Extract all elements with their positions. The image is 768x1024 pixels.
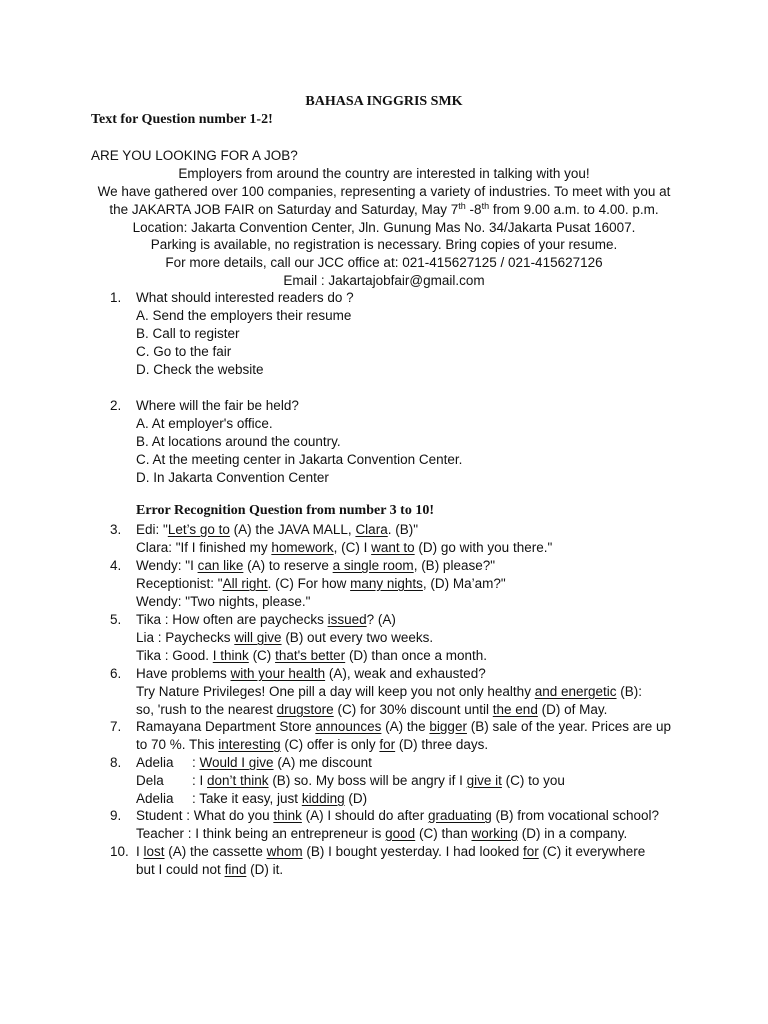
ad-location: Location: Jakarta Convention Center, Jln. Gunung Mas No. 34/Jakarta Pusat 16007. xyxy=(132,219,636,235)
underlined-option: don’t think xyxy=(207,772,269,788)
text-segment: : Take it easy, just xyxy=(192,790,302,806)
underlined-option: bigger xyxy=(429,719,467,734)
question-line xyxy=(136,790,367,808)
ad-line-3-part: -8 xyxy=(465,201,482,217)
underlined-option: Would I give xyxy=(199,755,274,770)
underlined-option: kidding xyxy=(301,790,345,806)
underlined-option: interesting xyxy=(218,736,281,752)
question-number: 5. xyxy=(110,612,122,627)
text-segment: , (D) Ma’am?" xyxy=(422,575,506,591)
ad-heading: ARE YOU LOOKING FOR A JOB? xyxy=(91,148,298,163)
text-segment: (D) it. xyxy=(246,861,284,877)
ad-line-3 xyxy=(0,201,768,219)
text-segment: Receptionist: " xyxy=(136,575,223,591)
text-segment: (B) so. My boss will be angry if I xyxy=(268,772,467,788)
text-segment: (B) I bought yesterday. I had looked xyxy=(302,844,523,859)
question-9 xyxy=(0,807,768,843)
underlined-option: for xyxy=(379,736,396,752)
ad-line-1: Employers from around the country are interested in talking with you! xyxy=(178,165,590,181)
text-segment: (D) go with you there." xyxy=(414,539,553,555)
job-fair-advertisement xyxy=(0,147,768,290)
ad-email: Email : Jakartajobfair@gmail.com xyxy=(283,273,485,289)
text-segment: to 70 %. This xyxy=(136,736,219,752)
question-number: 4. xyxy=(110,558,122,573)
text-segment: (C) xyxy=(248,647,276,663)
text-segment: Tika : How often are paychecks xyxy=(136,612,328,627)
text-segment: Ramayana Department Store xyxy=(136,719,316,734)
question-line xyxy=(136,772,565,790)
text-segment: (D) in a company. xyxy=(518,825,628,841)
underlined-option: and energetic xyxy=(534,683,617,699)
underlined-option: think xyxy=(273,808,302,823)
text-segment: (C) to you xyxy=(501,772,565,788)
ad-parking: Parking is available, no registration is necessary. Bring copies of your resume. xyxy=(150,237,618,253)
question-line xyxy=(136,611,396,629)
question-line xyxy=(136,665,486,683)
text-segment: : I xyxy=(192,772,208,788)
question-4 xyxy=(0,557,768,611)
question-line xyxy=(136,754,372,772)
question-line: Wendy: "Two nights, please." xyxy=(136,593,311,609)
text-segment: (D) xyxy=(344,790,368,806)
text-segment: (B): xyxy=(616,683,643,699)
question-1 xyxy=(0,289,768,378)
underlined-option: will give xyxy=(234,629,282,645)
text-segment: (D) of May. xyxy=(537,701,608,717)
text-segment: Teacher : I think being an entrepreneur is xyxy=(136,825,386,841)
text-segment: (A) to reserve xyxy=(243,558,333,573)
question-number: 7. xyxy=(110,719,122,734)
text-label: Text for Question number 1-2! xyxy=(91,112,273,127)
question-line xyxy=(136,825,627,843)
text-segment: Student : What do you xyxy=(136,808,274,823)
text-segment: (D) than once a month. xyxy=(345,647,488,663)
underlined-option: that's better xyxy=(275,647,346,663)
text-segment: (C) for 30% discount until xyxy=(333,701,493,717)
underlined-option: the end xyxy=(492,701,538,717)
question-line xyxy=(136,521,418,539)
question-8 xyxy=(0,754,768,808)
text-segment: : xyxy=(192,755,200,770)
underlined-option: Let’s go to xyxy=(167,522,230,537)
text-segment: Edi: " xyxy=(136,522,168,537)
underlined-option: can like xyxy=(197,558,244,573)
ad-line-2: We have gathered over 100 companies, representing a variety of industries. To meet with you at xyxy=(97,183,671,199)
speaker-name: Dela xyxy=(136,772,164,788)
text-segment: I xyxy=(136,844,144,859)
underlined-option: announces xyxy=(315,719,382,734)
underlined-option: many nights xyxy=(350,575,423,591)
question-line xyxy=(136,807,659,825)
option-a: A. Send the employers their resume xyxy=(136,307,352,323)
underlined-option: a single room xyxy=(332,558,414,573)
question-number: 9. xyxy=(110,808,122,823)
question-text: What should interested readers do ? xyxy=(136,290,354,305)
question-line xyxy=(136,647,487,665)
question-2 xyxy=(0,397,768,486)
underlined-option: graduating xyxy=(427,808,492,823)
text-segment: (C) it everywhere xyxy=(538,844,646,859)
option-b: B. Call to register xyxy=(136,325,240,341)
text-segment: ? (A) xyxy=(366,612,396,627)
text-segment: (A) the cassette xyxy=(164,844,267,859)
question-number: 1. xyxy=(110,290,122,305)
question-line xyxy=(136,683,642,701)
underlined-option: issued xyxy=(327,612,367,627)
question-line xyxy=(136,701,607,719)
question-line xyxy=(136,861,283,879)
text-segment: Have problems xyxy=(136,666,231,681)
underlined-option: lost xyxy=(143,844,165,859)
underlined-option: whom xyxy=(266,844,303,859)
underlined-option: I think xyxy=(212,647,249,663)
question-number: 8. xyxy=(110,755,122,770)
text-segment: , (C) I xyxy=(333,539,372,555)
text-segment: Wendy: "I xyxy=(136,558,198,573)
text-segment: (B) out every two weeks. xyxy=(281,629,434,645)
text-segment: (A), weak and exhausted? xyxy=(325,666,486,681)
question-line xyxy=(136,843,645,861)
ad-line-3-part: the JAKARTA JOB FAIR on Saturday and Saturday, May 7 xyxy=(109,201,459,217)
text-segment: (B) sale of the year. Prices are up xyxy=(466,719,672,734)
question-number: 2. xyxy=(110,398,122,413)
question-line xyxy=(136,736,488,754)
section-title: Error Recognition Question from number 3 to 10! xyxy=(136,503,435,518)
option-c: C. At the meeting center in Jakarta Convention Center. xyxy=(136,451,463,467)
speaker-name: Adelia xyxy=(136,790,174,806)
question-5 xyxy=(0,611,768,665)
text-segment: . (B)" xyxy=(387,522,418,537)
underlined-option: give it xyxy=(466,772,502,788)
underlined-option: working xyxy=(471,825,519,841)
underlined-option: drugstore xyxy=(276,701,334,717)
question-line xyxy=(136,629,433,647)
text-segment: (A) the JAVA MALL, xyxy=(229,522,356,537)
text-segment: but I could not xyxy=(136,861,225,877)
underlined-option: want to xyxy=(371,539,415,555)
text-segment: (A) me discount xyxy=(273,755,372,770)
text-segment: (D) three days. xyxy=(395,736,489,752)
question-number: 6. xyxy=(110,666,122,681)
question-line xyxy=(136,718,671,736)
question-number: 3. xyxy=(110,522,122,537)
text-segment: Tika : Good. xyxy=(136,647,213,663)
underlined-option: Clara xyxy=(355,522,388,537)
text-segment: (C) offer is only xyxy=(280,736,380,752)
option-a: A. At employer's office. xyxy=(136,415,273,431)
page-title: BAHASA INGGRIS SMK xyxy=(305,94,463,109)
question-line xyxy=(136,539,552,557)
text-segment: . (C) For how xyxy=(267,575,351,591)
option-d: D. In Jakarta Convention Center xyxy=(136,469,329,485)
text-segment: so, 'rush to the nearest xyxy=(136,701,277,717)
question-number: 10. xyxy=(110,844,129,859)
ad-line-3-part: from 9.00 a.m. to 4.00. p.m. xyxy=(489,201,659,217)
ordinal-suffix: th xyxy=(458,200,466,211)
question-7 xyxy=(0,718,768,754)
text-segment: (B) from vocational school? xyxy=(491,808,660,823)
question-6 xyxy=(0,665,768,719)
underlined-option: good xyxy=(385,825,416,841)
underlined-option: find xyxy=(224,861,247,877)
text-segment: , (B) please?" xyxy=(413,558,496,573)
option-c: C. Go to the fair xyxy=(136,343,232,359)
question-3 xyxy=(0,521,768,557)
text-segment: (A) the xyxy=(381,719,430,734)
option-b: B. At locations around the country. xyxy=(136,433,341,449)
ordinal-suffix: th xyxy=(481,200,490,211)
text-segment: Lia : Paychecks xyxy=(136,629,235,645)
text-segment: (A) I should do after xyxy=(301,808,428,823)
text-segment: Clara: "If I finished my xyxy=(136,539,272,555)
question-line xyxy=(136,575,506,593)
text-segment: (C) than xyxy=(415,825,472,841)
question-line xyxy=(136,557,495,575)
question-10 xyxy=(0,843,768,879)
question-text: Where will the fair be held? xyxy=(136,398,299,413)
underlined-option: for xyxy=(522,844,539,859)
ad-contact-phone: For more details, call our JCC office at: 021-415627125 / 021-415627126 xyxy=(165,255,603,271)
underlined-option: All right xyxy=(222,575,268,591)
option-d: D. Check the website xyxy=(136,361,264,377)
underlined-option: homework xyxy=(271,539,334,555)
underlined-option: with your health xyxy=(230,666,326,681)
text-segment: Try Nature Privileges! One pill a day will keep you not only healthy xyxy=(136,683,535,699)
speaker-name: Adelia xyxy=(136,755,174,770)
